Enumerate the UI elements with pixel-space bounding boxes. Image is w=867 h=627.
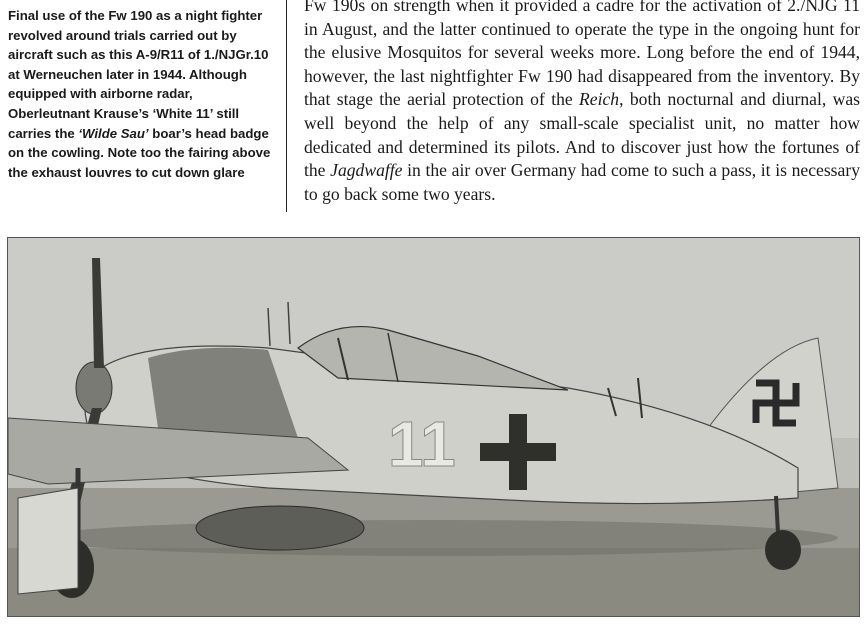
photo-caption <box>8 6 278 182</box>
body-text-3: in the air over Germany had come to such a pass, it is necessary to go back some two years. <box>304 160 860 204</box>
propeller-spinner <box>76 362 112 414</box>
gear-door <box>18 488 78 594</box>
body-italic-reich: Reich <box>579 89 620 110</box>
body-paragraph <box>304 0 860 206</box>
tail-gear-leg <box>776 496 778 533</box>
caption-italic-wilde-sau: ‘Wilde Sau’ <box>78 125 149 141</box>
caption-text: Final use of the Fw 190 as a night fighter revolved around trials carried out by aircraft such as this A-9/R11 of 1./NJGr.10 at Werneuchen later in 1944. Although equipped with airborne radar, Oberleutnant Krause’s ‘White 11’ still carries the <box>8 8 269 141</box>
caption-text-end: boar’s head badge on the cowling. Note too the fairing above the exhaust louvres to cut down glare <box>8 125 271 180</box>
fuselage-number: 11 <box>388 408 456 480</box>
body-italic-jagdwaffe: Jagdwaffe <box>330 160 403 181</box>
column-divider <box>286 0 287 212</box>
foreground-grass <box>8 548 859 616</box>
aircraft-shadow <box>38 520 838 556</box>
tail-wheel <box>765 530 801 570</box>
body-text-2: , both nocturnal and diurnal, was well beyond the help of any small-scale specialist unit, no matter how dedicated and determined its pilots. And to discover just how the fortunes of the <box>304 89 860 181</box>
body-text-1: Fw 190s on strength when it provided a cadre for the activation of 2./NJG 11 in August, and the latter continued to operate the type in the ongoing hunt for the elusive Mosquitos for several weeks more. Long before the end of 1944, however, the last nightfighter Fw 190 had disappeared from the inventory. By that stage the aerial protection of the <box>304 0 860 110</box>
drop-tank <box>196 506 364 550</box>
fw190-photo-illustration <box>8 238 859 616</box>
aircraft-photograph <box>7 237 860 617</box>
